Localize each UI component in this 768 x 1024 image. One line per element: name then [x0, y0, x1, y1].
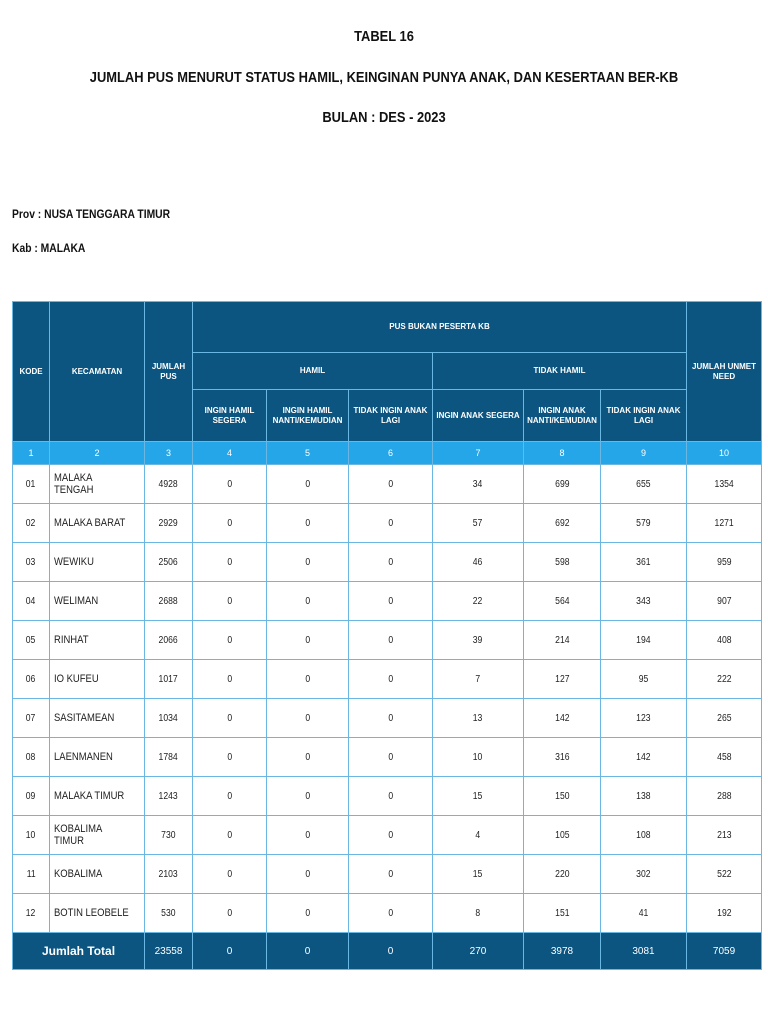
column-number: 9	[601, 442, 687, 465]
tidak-ingin-anak-lagi-cell: 361	[601, 543, 687, 582]
table-row	[13, 582, 762, 621]
kecamatan-cell: MALAKA TENGAH	[50, 465, 145, 504]
header-ingin-anak-nanti: INGIN ANAK NANTI/KEMUDIAN	[524, 390, 601, 442]
unmet-need-cell: 213	[687, 816, 762, 855]
tidak-ingin-anak-lagi-cell: 302	[601, 855, 687, 894]
ingin-anak-segera-cell: 4	[433, 816, 524, 855]
header-tidak-hamil: TIDAK HAMIL	[433, 353, 687, 390]
ingin-anak-nanti-cell: 220	[524, 855, 601, 894]
kode-cell: 03	[13, 543, 50, 582]
tidak-ingin-anak-lagi-cell: 41	[601, 894, 687, 933]
ingin-anak-nanti-cell: 598	[524, 543, 601, 582]
kecamatan-cell: WELIMAN	[50, 582, 145, 621]
header-ingin-anak-segera: INGIN ANAK SEGERA	[433, 390, 524, 442]
table-row	[13, 621, 762, 660]
unmet-need-cell: 1271	[687, 504, 762, 543]
ingin-hamil-segera-cell: 0	[193, 855, 267, 894]
ingin-anak-segera-cell: 15	[433, 855, 524, 894]
unmet-need-cell: 222	[687, 660, 762, 699]
jumlah-pus-cell: 2103	[145, 855, 193, 894]
ingin-hamil-nanti-cell: 0	[267, 855, 349, 894]
tidak-ingin-anak-lagi-hamil-cell: 0	[349, 777, 433, 816]
jumlah-pus-cell: 1784	[145, 738, 193, 777]
tidak-ingin-anak-lagi-cell: 108	[601, 816, 687, 855]
total-tidak-ingin-anak-lagi: 3081	[601, 933, 687, 970]
tidak-ingin-anak-lagi-hamil-cell: 0	[349, 816, 433, 855]
column-number: 3	[145, 442, 193, 465]
unmet-need-cell: 265	[687, 699, 762, 738]
kode-cell: 11	[13, 855, 50, 894]
column-number: 2	[50, 442, 145, 465]
kecamatan-cell: RINHAT	[50, 621, 145, 660]
tidak-ingin-anak-lagi-cell: 194	[601, 621, 687, 660]
header-ingin-hamil-segera: INGIN HAMIL SEGERA	[193, 390, 267, 442]
ingin-anak-nanti-cell: 692	[524, 504, 601, 543]
table-row	[13, 777, 762, 816]
header-jumlah-pus: JUMLAH PUS	[145, 302, 193, 442]
ingin-hamil-segera-cell: 0	[193, 621, 267, 660]
header-kecamatan: KECAMATAN	[50, 302, 145, 442]
ingin-hamil-segera-cell: 0	[193, 777, 267, 816]
tidak-ingin-anak-lagi-hamil-cell: 0	[349, 504, 433, 543]
kode-cell: 08	[13, 738, 50, 777]
kecamatan-cell: SASITAMEAN	[50, 699, 145, 738]
ingin-hamil-segera-cell: 0	[193, 465, 267, 504]
total-unmet-need: 7059	[687, 933, 762, 970]
tidak-ingin-anak-lagi-hamil-cell: 0	[349, 660, 433, 699]
unmet-need-cell: 288	[687, 777, 762, 816]
column-number: 6	[349, 442, 433, 465]
column-number: 10	[687, 442, 762, 465]
tidak-ingin-anak-lagi-hamil-cell: 0	[349, 738, 433, 777]
kode-cell: 09	[13, 777, 50, 816]
header-unmet-need: JUMLAH UNMET NEED	[687, 302, 762, 442]
jumlah-pus-cell: 2929	[145, 504, 193, 543]
total-label: Jumlah Total	[13, 933, 145, 970]
header-hamil: HAMIL	[193, 353, 433, 390]
jumlah-pus-cell: 730	[145, 816, 193, 855]
jumlah-pus-cell: 4928	[145, 465, 193, 504]
ingin-hamil-nanti-cell: 0	[267, 465, 349, 504]
ingin-hamil-nanti-cell: 0	[267, 894, 349, 933]
header-tidak-ingin-anak-lagi-hamil: TIDAK INGIN ANAK LAGI	[349, 390, 433, 442]
header-pus-bukan-peserta-kb: PUS BUKAN PESERTA KB	[193, 302, 687, 353]
ingin-anak-segera-cell: 7	[433, 660, 524, 699]
ingin-anak-segera-cell: 15	[433, 777, 524, 816]
table-row	[13, 816, 762, 855]
ingin-hamil-nanti-cell: 0	[267, 738, 349, 777]
ingin-hamil-nanti-cell: 0	[267, 621, 349, 660]
header-ingin-hamil-nanti: INGIN HAMIL NANTI/KEMUDIAN	[267, 390, 349, 442]
table-row	[13, 738, 762, 777]
kode-cell: 01	[13, 465, 50, 504]
ingin-hamil-nanti-cell: 0	[267, 543, 349, 582]
total-ingin-anak-nanti: 3978	[524, 933, 601, 970]
ingin-hamil-segera-cell: 0	[193, 816, 267, 855]
province-value: NUSA TENGGARA TIMUR	[44, 207, 171, 221]
unmet-need-cell: 192	[687, 894, 762, 933]
table-row	[13, 699, 762, 738]
jumlah-pus-cell: 1017	[145, 660, 193, 699]
kode-cell: 07	[13, 699, 50, 738]
ingin-anak-nanti-cell: 142	[524, 699, 601, 738]
kecamatan-cell: LAENMANEN	[50, 738, 145, 777]
kecamatan-cell: KOBALIMA	[50, 855, 145, 894]
regency-label: Kab :	[12, 241, 38, 255]
ingin-anak-segera-cell: 13	[433, 699, 524, 738]
jumlah-pus-cell: 2688	[145, 582, 193, 621]
kecamatan-cell: IO KUFEU	[50, 660, 145, 699]
kecamatan-cell: MALAKA TIMUR	[50, 777, 145, 816]
total-tidak-ingin-anak-lagi-hamil: 0	[349, 933, 433, 970]
tidak-ingin-anak-lagi-hamil-cell: 0	[349, 894, 433, 933]
tidak-ingin-anak-lagi-cell: 95	[601, 660, 687, 699]
kecamatan-cell: WEWIKU	[50, 543, 145, 582]
jumlah-pus-cell: 530	[145, 894, 193, 933]
table-row	[13, 660, 762, 699]
table-row	[13, 855, 762, 894]
tidak-ingin-anak-lagi-hamil-cell: 0	[349, 699, 433, 738]
column-number: 7	[433, 442, 524, 465]
jumlah-pus-cell: 1243	[145, 777, 193, 816]
kode-cell: 05	[13, 621, 50, 660]
column-number-row	[13, 442, 762, 465]
pus-table	[12, 301, 762, 970]
table-row	[13, 894, 762, 933]
ingin-hamil-nanti-cell: 0	[267, 504, 349, 543]
tidak-ingin-anak-lagi-hamil-cell: 0	[349, 465, 433, 504]
unmet-need-cell: 959	[687, 543, 762, 582]
tidak-ingin-anak-lagi-cell: 343	[601, 582, 687, 621]
column-number: 4	[193, 442, 267, 465]
ingin-hamil-nanti-cell: 0	[267, 816, 349, 855]
regency-line	[12, 241, 85, 255]
tidak-ingin-anak-lagi-cell: 655	[601, 465, 687, 504]
ingin-anak-nanti-cell: 151	[524, 894, 601, 933]
ingin-anak-segera-cell: 46	[433, 543, 524, 582]
ingin-hamil-nanti-cell: 0	[267, 660, 349, 699]
jumlah-pus-cell: 2066	[145, 621, 193, 660]
province-line	[12, 207, 170, 221]
column-number: 8	[524, 442, 601, 465]
header-kode: KODE	[13, 302, 50, 442]
table-subtitle: JUMLAH PUS MENURUT STATUS HAMIL, KEINGINAN PUNYA ANAK, DAN KESERTAAN BER-KB	[89, 69, 679, 86]
table-period: BULAN : DES - 2023	[322, 109, 446, 126]
ingin-hamil-segera-cell: 0	[193, 504, 267, 543]
ingin-anak-segera-cell: 10	[433, 738, 524, 777]
ingin-hamil-nanti-cell: 0	[267, 777, 349, 816]
kode-cell: 04	[13, 582, 50, 621]
column-number: 5	[267, 442, 349, 465]
ingin-anak-segera-cell: 39	[433, 621, 524, 660]
table-row	[13, 504, 762, 543]
ingin-anak-nanti-cell: 699	[524, 465, 601, 504]
kecamatan-cell: KOBALIMA TIMUR	[50, 816, 145, 855]
ingin-anak-segera-cell: 57	[433, 504, 524, 543]
tidak-ingin-anak-lagi-cell: 142	[601, 738, 687, 777]
ingin-anak-nanti-cell: 214	[524, 621, 601, 660]
ingin-anak-nanti-cell: 127	[524, 660, 601, 699]
ingin-anak-segera-cell: 8	[433, 894, 524, 933]
tidak-ingin-anak-lagi-hamil-cell: 0	[349, 543, 433, 582]
ingin-hamil-nanti-cell: 0	[267, 699, 349, 738]
regency-value: MALAKA	[40, 241, 86, 255]
total-ingin-hamil-nanti: 0	[267, 933, 349, 970]
kecamatan-cell: MALAKA BARAT	[50, 504, 145, 543]
kode-cell: 10	[13, 816, 50, 855]
ingin-hamil-segera-cell: 0	[193, 894, 267, 933]
ingin-anak-segera-cell: 22	[433, 582, 524, 621]
tidak-ingin-anak-lagi-cell: 579	[601, 504, 687, 543]
tidak-ingin-anak-lagi-hamil-cell: 0	[349, 621, 433, 660]
kode-cell: 02	[13, 504, 50, 543]
total-ingin-hamil-segera: 0	[193, 933, 267, 970]
tidak-ingin-anak-lagi-cell: 138	[601, 777, 687, 816]
total-row	[13, 933, 762, 970]
jumlah-pus-cell: 1034	[145, 699, 193, 738]
ingin-hamil-segera-cell: 0	[193, 660, 267, 699]
header-tidak-ingin-anak-lagi: TIDAK INGIN ANAK LAGI	[601, 390, 687, 442]
ingin-hamil-nanti-cell: 0	[267, 582, 349, 621]
province-label: Prov :	[12, 207, 42, 221]
ingin-anak-nanti-cell: 105	[524, 816, 601, 855]
ingin-anak-segera-cell: 34	[433, 465, 524, 504]
unmet-need-cell: 907	[687, 582, 762, 621]
unmet-need-cell: 522	[687, 855, 762, 894]
kode-cell: 06	[13, 660, 50, 699]
ingin-anak-nanti-cell: 150	[524, 777, 601, 816]
ingin-hamil-segera-cell: 0	[193, 582, 267, 621]
table-row	[13, 465, 762, 504]
unmet-need-cell: 408	[687, 621, 762, 660]
ingin-hamil-segera-cell: 0	[193, 543, 267, 582]
kecamatan-cell: BOTIN LEOBELE	[50, 894, 145, 933]
tidak-ingin-anak-lagi-cell: 123	[601, 699, 687, 738]
ingin-anak-nanti-cell: 564	[524, 582, 601, 621]
jumlah-pus-cell: 2506	[145, 543, 193, 582]
column-number: 1	[13, 442, 50, 465]
ingin-anak-nanti-cell: 316	[524, 738, 601, 777]
tidak-ingin-anak-lagi-hamil-cell: 0	[349, 855, 433, 894]
total-ingin-anak-segera: 270	[433, 933, 524, 970]
unmet-need-cell: 1354	[687, 465, 762, 504]
ingin-hamil-segera-cell: 0	[193, 699, 267, 738]
table-title: TABEL 16	[354, 28, 414, 45]
table-body	[13, 465, 762, 933]
tidak-ingin-anak-lagi-hamil-cell: 0	[349, 582, 433, 621]
unmet-need-cell: 458	[687, 738, 762, 777]
table-row	[13, 543, 762, 582]
ingin-hamil-segera-cell: 0	[193, 738, 267, 777]
total-jumlah-pus: 23558	[145, 933, 193, 970]
kode-cell: 12	[13, 894, 50, 933]
